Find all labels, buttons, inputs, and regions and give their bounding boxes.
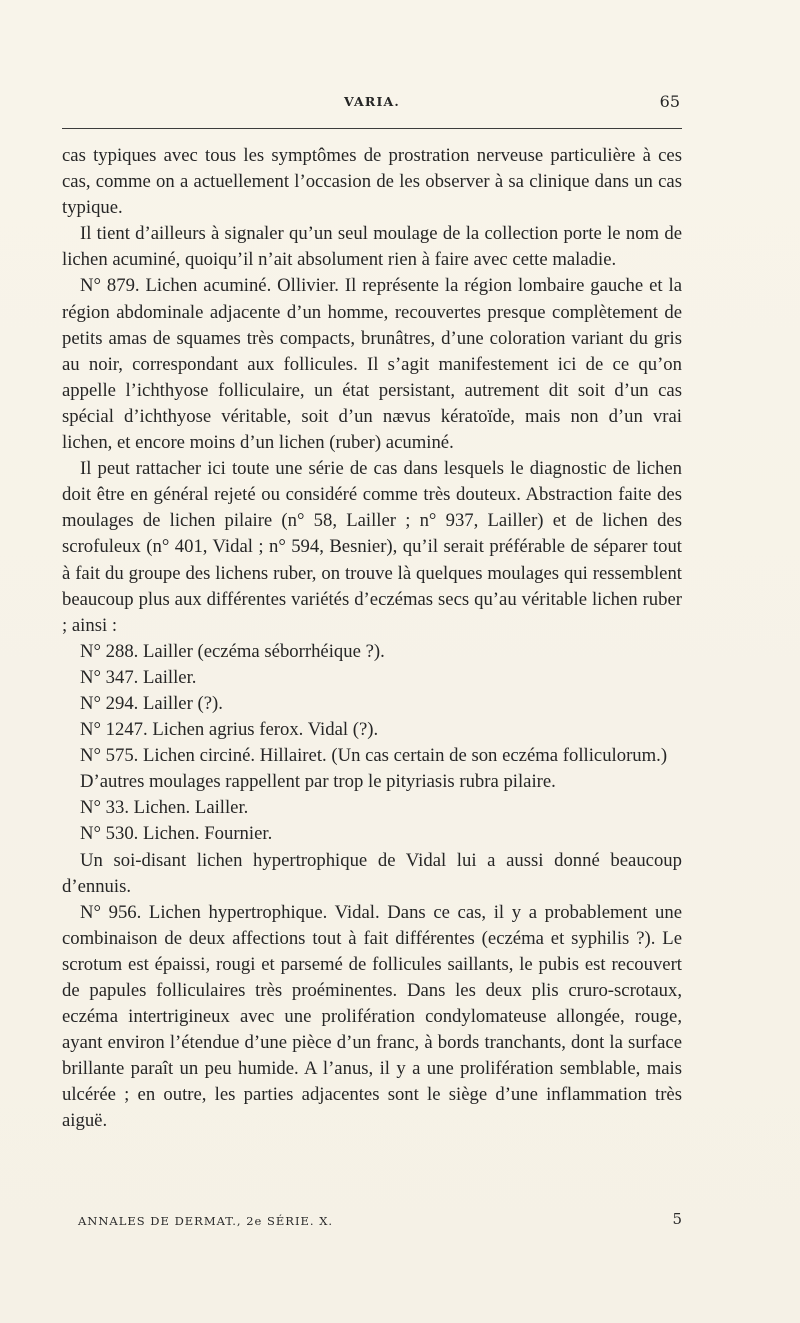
- paragraph: Un soi-disant lichen hypertrophique de Vidal lui a aussi donné beaucoup d’ennuis.: [62, 849, 682, 897]
- footer-journal-reference: ANNALES DE DERMAT., 2e SÉRIE. X.: [78, 1214, 334, 1228]
- list-item-294: N° 294. Lailler (?).: [80, 692, 223, 714]
- paragraph-entry-956: N° 956. Lichen hypertrophique. Vidal. Dans ce cas, il y a probablement une combinaison de deux affections tout à fait différentes (eczéma et syphilis ?). Le scrotum est épaissi, rougi et parsemé de follicules saillants, le pubis est recouvert de papules folliculaires très proéminentes. Dans les deux plis cruro-scrotaux, eczéma intertrigineux avec une prolifération condylomateuse allongée, rouge, ayant environ l’étendue d’une pièce d’un franc, à bords tranchants, dont la surface brillante paraît un peu humide. A l’anus, il y a une prolifération semblable, mais ulcérée ; en outre, les parties adjacentes sont le siège d’une inflammation très aiguë.: [62, 901, 682, 1132]
- list-item-288: N° 288. Lailler (eczéma séborrhéique ?).: [80, 640, 385, 662]
- list-item-1247: N° 1247. Lichen agrius ferox. Vidal (?).: [80, 719, 379, 741]
- list-item-530: N° 530. Lichen. Fournier.: [80, 823, 273, 845]
- paragraph-entry-879: N° 879. Lichen acuminé. Ollivier. Il représente la région lombaire gauche et la région abdominale adjacente d’un homme, recouvertes presque complètement de petits amas de squames très compacts, brunâtres, d’une coloration variant du gris au noir, correspondant aux follicules. Il s’agit manifestement ici de ce qu’on appelle l’ichthyose folliculaire, un état persistant, autrement dit soit d’un cas spécial d’ichthyose véritable, soit d’un nævus kératoïde, mais non d’un vrai lichen, et encore moins d’un lichen (ruber) acuminé.: [62, 275, 682, 454]
- paragraph: D’autres moulages rappellent par trop le pityriasis rubra pilaire.: [80, 771, 556, 793]
- header-rule: [62, 128, 682, 129]
- list-item-347: N° 347. Lailler.: [80, 666, 197, 688]
- list-item-575: N° 575. Lichen circiné. Hillairet. (Un cas certain de son eczéma folliculorum.): [80, 745, 668, 767]
- page-number: 65: [659, 92, 680, 111]
- paragraph: Il tient d’ailleurs à signaler qu’un seul moulage de la collection porte le nom de lichen acuminé, quoiqu’il n’ait absolument rien à faire avec cette maladie.: [62, 223, 682, 271]
- signature-mark: 5: [672, 1210, 682, 1228]
- list-item-33: N° 33. Lichen. Lailler.: [80, 797, 249, 819]
- paragraph-continued: cas typiques avec tous les symptômes de prostration nerveuse particulière à ces cas, comme on a actuellement l’occasion de les observer à sa clinique dans un cas typique.: [62, 145, 682, 219]
- paragraph: Il peut rattacher ici toute une série de cas dans lesquels le diagnostic de lichen doit être en général rejeté ou considéré comme très douteux. Abstraction faite des moulages de lichen pilaire (n° 58, Lailler ; n° 937, Lailler) et de lichen des scrofuleux (n° 401, Vidal ; n° 594, Besnier), qu’il serait préférable de séparer tout à fait du groupe des lichens ruber, on trouve là quelques moulages qui ressemblent beaucoup plus aux différentes variétés d’eczémas secs qu’au véritable lichen ruber ; ainsi :: [62, 458, 682, 636]
- running-head: [62, 92, 682, 114]
- running-head-title: VARIA.: [344, 94, 400, 109]
- body-text: [62, 143, 682, 1135]
- page-footer: [78, 1210, 682, 1232]
